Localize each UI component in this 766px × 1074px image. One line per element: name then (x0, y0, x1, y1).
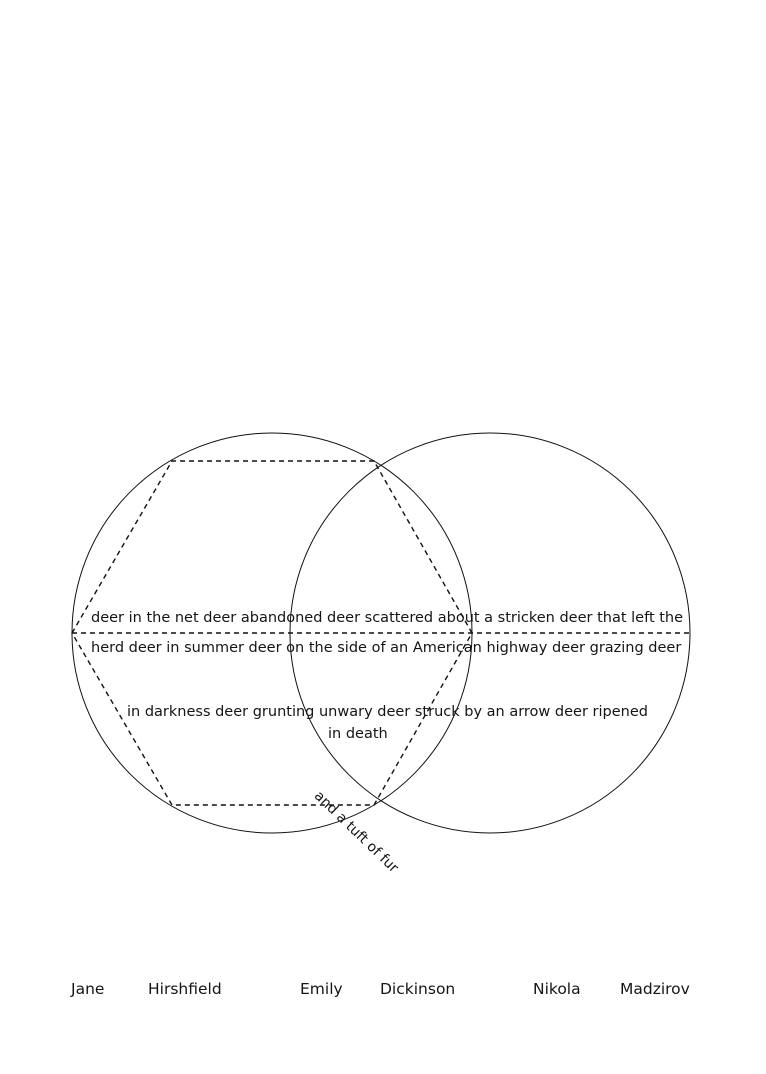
poem-line-2: herd deer in summer deer on the side of an American highway deer grazing deer (91, 640, 682, 656)
poet-3-last-name: Madzirov (620, 980, 690, 998)
poet-2-first-name: Emily (300, 980, 343, 998)
poem-line-3: in darkness deer grunting unwary deer struck by an arrow deer ripened (127, 704, 648, 720)
poet-3-first-name: Nikola (533, 980, 581, 998)
poet-1-last-name: Hirshfield (148, 980, 222, 998)
poem-line-1: deer in the net deer abandoned deer scattered about a stricken deer that left the (91, 610, 684, 626)
poet-2-last-name: Dickinson (380, 980, 456, 998)
rotated-phrase: and a tuft of fur (310, 788, 402, 877)
poet-1-first-name: Jane (71, 980, 105, 998)
poem-line-4: in death (328, 726, 388, 742)
